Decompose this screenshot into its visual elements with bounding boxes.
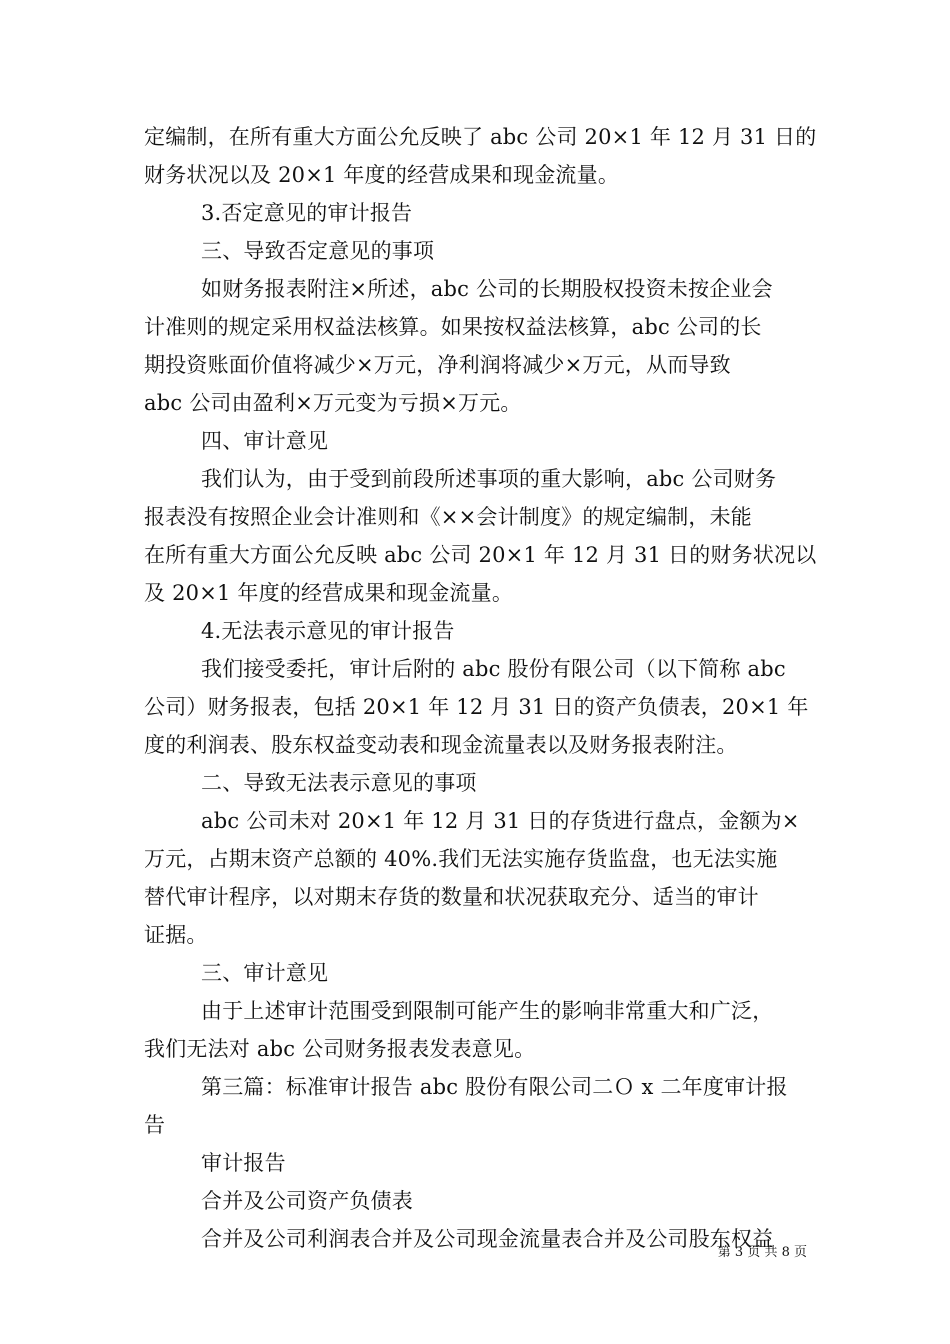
page-number: 第 3 页 共 8 页 <box>717 1245 807 1260</box>
text-line: 公司）财务报表，包括 20×1 年 12 月 31 日的资产负债表，20×1 年 <box>144 695 809 719</box>
subsection-heading: 审计报告 <box>201 1151 286 1175</box>
text-line: abc 公司未对 20×1 年 12 月 31 日的存货进行盘点，金额为× <box>201 809 800 833</box>
text-line: abc 公司由盈利×万元变为亏损×万元。 <box>144 391 522 415</box>
text-line: 我们认为，由于受到前段所述事项的重大影响，abc 公司财务 <box>201 467 777 491</box>
text-line: 我们接受委托，审计后附的 abc 股份有限公司（以下简称 abc <box>201 657 786 681</box>
text-line: 计准则的规定采用权益法核算。如果按权益法核算，abc 公司的长 <box>144 315 762 339</box>
text-line: 期投资账面价值将减少×万元，净利润将减少×万元，从而导致 <box>144 353 731 377</box>
text-line: 告 <box>144 1113 166 1137</box>
section-heading: 4.无法表示意见的审计报告 <box>201 619 455 643</box>
text-line: 合并及公司利润表合并及公司现金流量表合并及公司股东权益 <box>201 1227 774 1251</box>
text-line: 及 20×1 年度的经营成果和现金流量。 <box>144 581 514 605</box>
text-line: 我们无法对 abc 公司财务报表发表意见。 <box>144 1037 536 1061</box>
subsection-heading: 三、导致否定意见的事项 <box>201 239 435 263</box>
text-line: 报表没有按照企业会计准则和《××会计制度》的规定编制，未能 <box>144 505 752 529</box>
document-body <box>144 118 817 1258</box>
subsection-heading: 二、导致无法表示意见的事项 <box>201 771 477 795</box>
text-line: 由于上述审计范围受到限制可能产生的影响非常重大和广泛， <box>201 999 774 1023</box>
text-line: 证据。 <box>144 923 208 947</box>
text-line: 度的利润表、股东权益变动表和现金流量表以及财务报表附注。 <box>144 733 738 757</box>
section-heading: 3.否定意见的审计报告 <box>201 201 413 225</box>
section-heading: 第三篇：标准审计报告 abc 股份有限公司二Ｏ x 二年度审计报 <box>201 1075 788 1099</box>
text-line: 财务状况以及 20×1 年度的经营成果和现金流量。 <box>144 163 620 187</box>
text-line: 替代审计程序，以对期末存货的数量和状况获取充分、适当的审计 <box>144 885 759 909</box>
subsection-heading: 四、审计意见 <box>201 429 329 453</box>
text-line: 如财务报表附注×所述，abc 公司的长期股权投资未按企业会 <box>201 277 773 301</box>
text-line: 合并及公司资产负债表 <box>201 1189 413 1213</box>
text-line: 万元，占期末资产总额的 40%.我们无法实施存货监盘，也无法实施 <box>144 847 778 871</box>
text-line: 定编制，在所有重大方面公允反映了 abc 公司 20×1 年 12 月 31 日的 <box>144 125 817 149</box>
text-line: 在所有重大方面公允反映 abc 公司 20×1 年 12 月 31 日的财务状况以 <box>144 543 817 567</box>
subsection-heading: 三、审计意见 <box>201 961 329 985</box>
